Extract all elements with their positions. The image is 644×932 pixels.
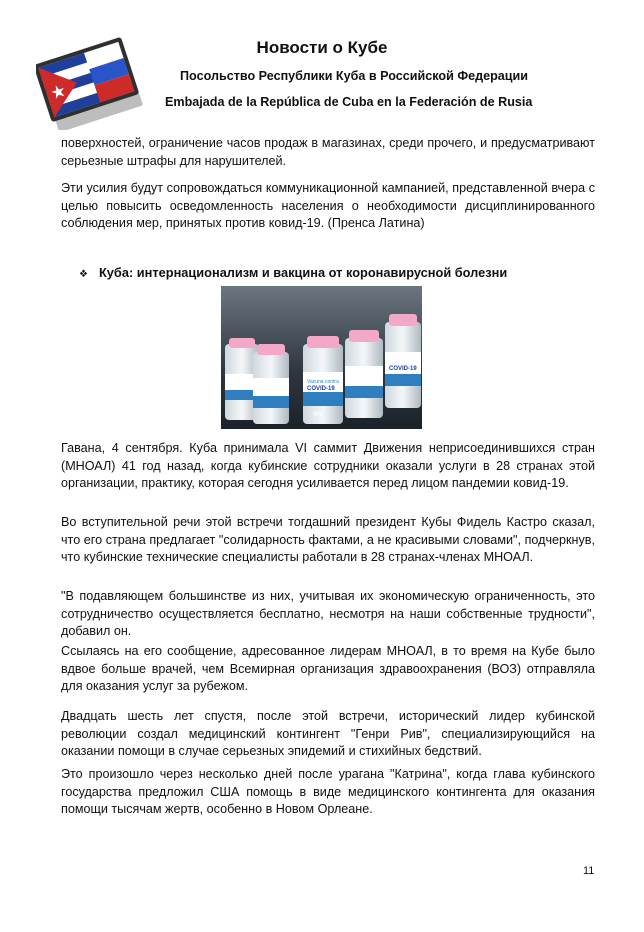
paragraph-continued: поверхностей, ограничение часов продаж в магазинах, среди прочего, и предусматривают серьезные штрафы для нарушителей.: [61, 136, 595, 168]
svg-text:COVID-19: COVID-19: [389, 366, 417, 372]
vial-label-text: Vacuna contra: [307, 379, 339, 385]
vial-2: [253, 344, 289, 424]
article-paragraph: Ссылаясь на его сообщение, адресованное лидерам МНОАЛ, в то время на Кубе было вдвое больше врачей, чем Всемирная организация здравоохранения (ВОЗ) отправляла для оказания услуг за рубежом.: [61, 644, 595, 693]
embassy-name-es: Embajada de la República de Cuba en la Federación de Rusia: [165, 95, 533, 109]
vaccine-vials-photo: [221, 286, 422, 429]
article-paragraph: "В подавляющем большинстве из них, учитывая их экономическую ограниченность, это сотрудничество осуществляется бесплатно, несмотря на наши собственные трудности", добавил он.: [61, 589, 595, 638]
bullet-diamond-icon: ❖: [79, 269, 88, 280]
article-paragraph: Гавана, 4 сентября. Куба принимала VI саммит Движения неприсоединившихся стран (МНОАЛ) 41 год назад, когда кубинские сотрудники оказали услуги в 28 странах этой организации, практику, которая сегодня усиливается перед лицом пандемии ковид-19.: [61, 441, 595, 490]
article-paragraph: Это произошло через несколько дней после урагана "Катрина", когда глава кубинского государства предложил США помощь в виде медицинского контингента для оказания помощи тысячам жертв, особенно в Новом Орлеане.: [61, 767, 595, 816]
article-heading: [79, 265, 507, 280]
page-number: 11: [583, 865, 595, 877]
article-paragraph: Во вступительной речи этой встречи тогдашний президент Кубы Фидель Кастро сказал, что его страна предлагает "солидарность фактами, а не красивыми словами", подчеркнув, что кубинские технические специалисты работали в 28 странах-членах МНОАЛ.: [61, 515, 595, 564]
paragraph-campaign: Эти усилия будут сопровождаться коммуникационной кампанией, представленной вчера с целью повысить осведомленность населения о необходимости дисциплинированного соблюдения мер, принятых против ковид-19. (Пренса Латина): [61, 181, 595, 230]
vial-3: [303, 336, 343, 424]
vial-4: [345, 330, 383, 418]
brand-label: IBV: [313, 412, 323, 418]
newsletter-title: Новости о Кубе: [256, 38, 388, 57]
article-heading-text: Куба: интернационализм и вакцина от коронавирусной болезни: [99, 265, 508, 280]
vial-5: [385, 314, 421, 408]
article-paragraph: Двадцать шесть лет спустя, после этой встречи, исторический лидер кубинской революции создал медицинский контингент "Генри Рив", специализирующийся на оказании помощи в случае серьезных эпидемий и стихийных бедствий.: [61, 709, 595, 758]
svg-text:COVID-19: COVID-19: [307, 386, 335, 392]
embassy-name-ru: Посольство Республики Куба в Российской Федерации: [180, 69, 528, 83]
